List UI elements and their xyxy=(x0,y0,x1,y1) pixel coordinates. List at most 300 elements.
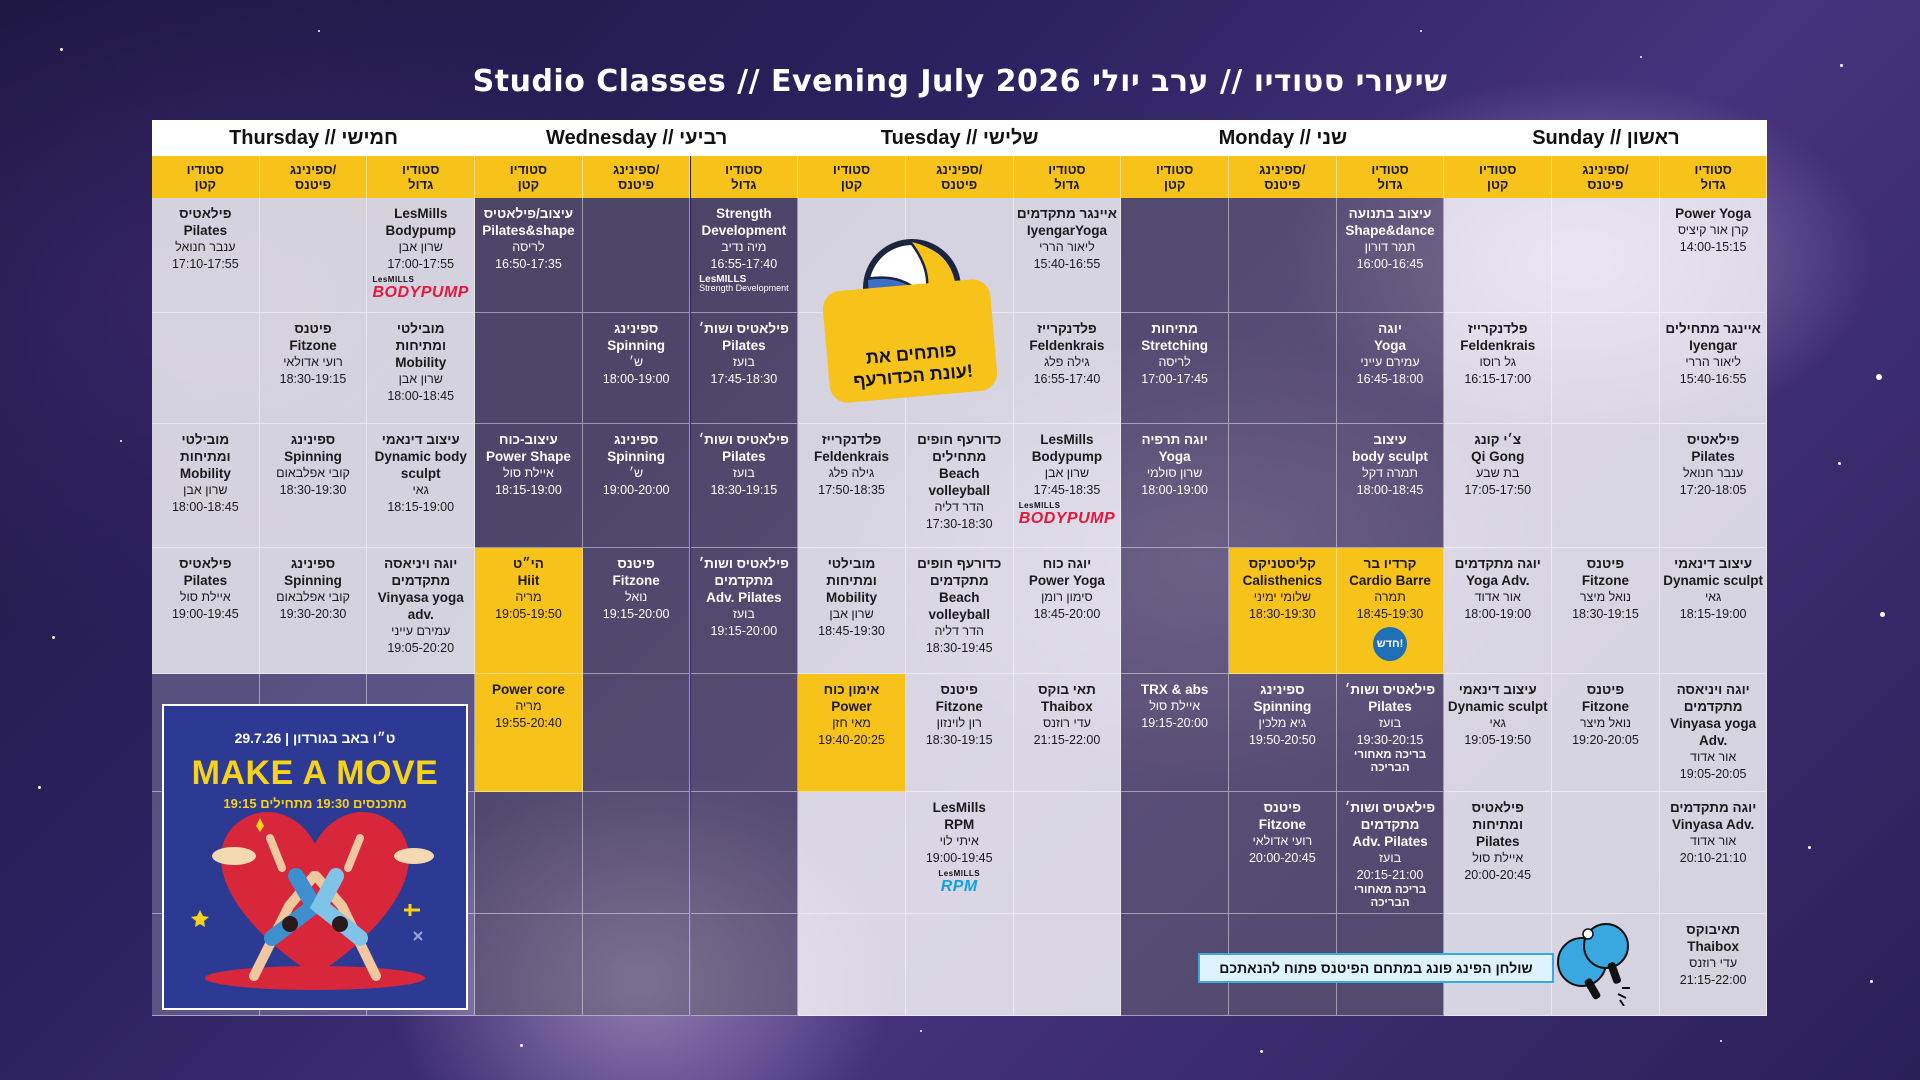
class-detail: תמרה xyxy=(1374,590,1406,604)
class-slot[interactable] xyxy=(1229,674,1337,792)
class-detail: 18:30-19:15 xyxy=(710,483,778,497)
class-name: ומתיחות xyxy=(395,338,447,353)
class-name: פלדנקרייז xyxy=(821,432,882,447)
class-slot[interactable] xyxy=(1660,313,1768,424)
empty-slot xyxy=(1121,548,1229,674)
class-slot[interactable] xyxy=(1337,792,1445,914)
class-detail: 19:20-20:05 xyxy=(1572,733,1639,747)
class-slot[interactable] xyxy=(1552,548,1660,674)
class-name: Fitzone xyxy=(935,699,983,714)
class-name: יוגה מתקדמים xyxy=(1669,800,1757,815)
class-name: Adv. xyxy=(1699,733,1728,748)
room-column-header: ספינינג/ פיטנס xyxy=(1229,156,1337,198)
class-name: ספינינג xyxy=(613,432,659,447)
class-name: Power core xyxy=(492,682,565,697)
class-slot[interactable] xyxy=(583,313,691,424)
class-detail: אור אדוד xyxy=(1474,590,1521,604)
class-name: Cardio Barre xyxy=(1349,573,1431,588)
class-detail: רועי אדולאי xyxy=(283,355,343,369)
class-detail: שרון אבן xyxy=(829,607,874,621)
class-name: כדורעף חופים xyxy=(917,432,1002,447)
empty-slot xyxy=(1229,198,1337,313)
class-detail: 20:00-20:45 xyxy=(1248,851,1316,865)
class-detail: מריה xyxy=(515,590,542,604)
class-detail: בת שבע xyxy=(1476,466,1520,480)
class-detail: לריסה xyxy=(1158,355,1191,369)
class-detail: 18:00-19:00 xyxy=(602,372,670,386)
room-column-header: סטודיו קטן xyxy=(152,156,260,198)
class-detail: קובי אפלבאום xyxy=(276,590,350,604)
class-name: Beach xyxy=(938,590,980,605)
class-name: body sculpt xyxy=(1352,449,1428,464)
class-name: מתחילים xyxy=(932,449,987,464)
new-badge: חדש! xyxy=(1373,627,1407,661)
class-slot[interactable] xyxy=(152,198,260,313)
class-detail: 17:00-17:45 xyxy=(1141,372,1208,386)
empty-slot xyxy=(1552,198,1660,313)
class-detail: מריה xyxy=(515,699,542,713)
class-name: מתקדמים xyxy=(391,573,451,588)
class-slot[interactable] xyxy=(906,792,1014,914)
class-detail: 19:00-20:00 xyxy=(602,483,670,497)
class-detail: גיא מלכין xyxy=(1258,716,1307,730)
class-detail: קובי אפלבאום xyxy=(276,466,350,480)
bodypump-logo: LesMILLS BODYPUMP xyxy=(1018,501,1116,527)
room-column-header: ספינינג/ פיטנס xyxy=(1552,156,1660,198)
class-slot[interactable] xyxy=(367,313,475,424)
class-detail: 16:50-17:35 xyxy=(495,257,562,271)
class-detail: איילת סול xyxy=(1149,699,1201,713)
class-slot[interactable] xyxy=(691,313,799,424)
class-detail: 17:30-18:30 xyxy=(925,517,993,531)
class-detail: ליאור הררי xyxy=(1685,355,1741,369)
class-name: Calisthenics xyxy=(1242,573,1323,588)
class-slot[interactable] xyxy=(1444,424,1552,548)
class-name: עיצוב-כוח xyxy=(499,432,558,447)
class-detail: איילת סול xyxy=(1472,851,1524,865)
class-slot[interactable] xyxy=(583,424,691,548)
class-slot[interactable] xyxy=(260,313,368,424)
class-name: Spinning xyxy=(284,449,342,464)
empty-slot xyxy=(583,792,691,914)
class-detail: נואל מיצר xyxy=(1579,716,1631,730)
class-detail: בועז xyxy=(1379,716,1402,730)
class-name: צ׳י קונג xyxy=(1474,432,1522,447)
class-name: כדורעף חופים xyxy=(917,556,1002,571)
class-detail: גילה פלג xyxy=(1044,355,1090,369)
empty-slot xyxy=(583,914,691,1016)
class-name: Feldenkrais xyxy=(814,449,890,464)
class-name: volleyball xyxy=(928,607,990,622)
class-slot[interactable] xyxy=(798,424,906,548)
class-detail: 18:00-18:45 xyxy=(171,500,239,514)
class-name: Strength xyxy=(716,206,772,221)
empty-slot xyxy=(1552,792,1660,914)
class-name: איינגר מתקדמים xyxy=(1016,206,1117,221)
class-slot[interactable] xyxy=(798,548,906,674)
poster-headline: MAKE A MOVE xyxy=(191,754,439,792)
class-slot[interactable] xyxy=(367,198,475,313)
class-slot[interactable] xyxy=(1337,198,1445,313)
room-column-header: ספינינג/ פיטנס xyxy=(583,156,691,198)
class-name: מתקדמים xyxy=(1360,817,1420,832)
class-detail: 17:00-17:55 xyxy=(387,257,455,271)
class-detail: 20:10-21:10 xyxy=(1679,851,1747,865)
class-detail: בועז xyxy=(732,355,755,369)
class-name: Yoga Adv. xyxy=(1465,573,1530,588)
day-header: Thursday // חמישי xyxy=(152,120,475,156)
class-detail: אור אדוד xyxy=(1690,750,1737,764)
class-detail: איילת סול xyxy=(502,466,554,480)
empty-slot xyxy=(1552,424,1660,548)
class-slot[interactable] xyxy=(691,548,799,674)
class-detail: 18:15-19:00 xyxy=(1679,607,1747,621)
class-detail: רון לוינזון xyxy=(936,716,982,730)
class-slot[interactable] xyxy=(260,548,368,674)
class-name: איינגר מתחילים xyxy=(1665,321,1761,336)
class-name: מובילטי xyxy=(396,321,445,336)
class-name: ומתיחות xyxy=(1472,817,1524,832)
room-column-header: סטודיו גדול xyxy=(1337,156,1445,198)
class-detail: 19:05-20:05 xyxy=(1679,767,1747,781)
class-slot[interactable] xyxy=(906,548,1014,674)
class-slot[interactable] xyxy=(1337,424,1445,548)
class-slot[interactable] xyxy=(1444,313,1552,424)
class-slot[interactable] xyxy=(1660,548,1768,674)
class-slot[interactable] xyxy=(1660,198,1768,313)
class-name: Fitzone xyxy=(1258,817,1306,832)
class-slot[interactable] xyxy=(475,674,583,792)
class-slot[interactable] xyxy=(1660,424,1768,548)
class-slot[interactable] xyxy=(1660,674,1768,792)
make-a-move-poster[interactable] xyxy=(162,704,468,1010)
class-detail: 17:05-17:50 xyxy=(1464,483,1532,497)
class-detail: 19:15-20:00 xyxy=(710,624,778,638)
class-detail: 14:00-15:15 xyxy=(1679,240,1747,254)
class-name: Pilates&shape xyxy=(482,223,575,238)
class-name: Spinning xyxy=(284,573,342,588)
class-name: פלדנקרייז xyxy=(1037,321,1097,336)
class-slot[interactable] xyxy=(906,674,1014,792)
class-name: Yoga xyxy=(1158,449,1191,464)
class-name: ספינינג xyxy=(613,321,659,336)
class-name: Power xyxy=(831,699,872,714)
room-column-header: סטודיו גדול xyxy=(691,156,799,198)
day-header: Wednesday // רביעי xyxy=(475,120,798,156)
class-name: קליסטניקס xyxy=(1248,556,1316,571)
class-name: מתיחות xyxy=(1151,321,1198,336)
class-name: מובילטי xyxy=(827,556,876,571)
ping-pong-banner: שולחן הפינג פונג במתחם הפיטנס פתוח להנאתכם xyxy=(1198,953,1554,983)
class-slot[interactable] xyxy=(1014,548,1122,674)
class-detail: 18:30-19:15 xyxy=(1572,607,1639,621)
class-slot[interactable] xyxy=(1337,548,1445,674)
room-column-header: סטודיו גדול xyxy=(1014,156,1122,198)
class-slot[interactable] xyxy=(475,198,583,313)
class-slot[interactable] xyxy=(1444,792,1552,914)
class-slot[interactable] xyxy=(1660,914,1768,1016)
class-name: Fitzone xyxy=(1581,699,1630,714)
class-name: Mobility xyxy=(179,466,231,481)
class-slot[interactable] xyxy=(1014,674,1122,792)
room-column-header: ספינינג/ פיטנס xyxy=(906,156,1014,198)
empty-slot xyxy=(691,914,799,1016)
class-detail: 21:15-22:00 xyxy=(1679,973,1747,987)
class-name: פילאטיס ושות׳ xyxy=(698,321,789,336)
volleyball-season-sticker xyxy=(821,278,998,404)
class-detail: בועז xyxy=(1379,851,1402,865)
class-slot[interactable] xyxy=(1552,674,1660,792)
class-name: Mobility xyxy=(826,590,878,605)
class-detail: 19:15-20:00 xyxy=(1141,716,1208,730)
empty-slot xyxy=(1444,198,1552,313)
class-detail: 15:40-16:55 xyxy=(1033,257,1101,271)
room-column-header: סטודיו קטן xyxy=(1121,156,1229,198)
class-detail: גאי xyxy=(1704,590,1722,604)
empty-slot xyxy=(691,674,799,792)
day-header: Tuesday // שלישי xyxy=(798,120,1121,156)
empty-slot xyxy=(475,313,583,424)
class-detail: ענבר חנואל xyxy=(1682,466,1744,480)
class-name: Hiit xyxy=(517,573,540,588)
class-detail: 19:55-20:40 xyxy=(495,716,562,730)
class-name: Power Yoga xyxy=(1675,206,1752,221)
class-name: Dynamic body xyxy=(374,449,467,464)
empty-slot xyxy=(798,914,906,1016)
class-name: יוגה ויניאסה xyxy=(384,556,458,571)
class-name: Spinning xyxy=(607,338,666,353)
class-detail: נואל מיצר xyxy=(1579,590,1631,604)
class-name: LesMills xyxy=(394,206,448,221)
class-detail: שרון אבן xyxy=(398,372,443,386)
class-detail: 19:00-19:45 xyxy=(171,607,239,621)
class-detail: 18:00-19:00 xyxy=(1464,607,1532,621)
class-name: תאיבוקס xyxy=(1686,922,1740,937)
empty-slot xyxy=(798,792,906,914)
poster-subtitle: 19:15 מתכנסים 19:30 מתחילים xyxy=(223,796,407,811)
class-name: Thaibox xyxy=(1687,939,1740,954)
class-name: עיצוב בתנועה xyxy=(1348,206,1432,221)
class-name: קרדיו בר xyxy=(1363,556,1417,571)
class-note: בריכה מאחורי xyxy=(1353,884,1427,896)
class-name: Thaibox xyxy=(1041,699,1093,714)
class-slot[interactable] xyxy=(691,424,799,548)
class-name: הי״ט xyxy=(512,556,544,571)
empty-slot xyxy=(260,198,368,313)
class-name: יוגה xyxy=(1378,321,1402,336)
class-name: ומתיחות xyxy=(826,573,877,588)
class-detail: 18:30-19:45 xyxy=(925,641,993,655)
class-detail: 18:30-19:30 xyxy=(279,483,347,497)
class-name: Adv. Pilates xyxy=(1352,834,1428,849)
class-name: Feldenkrais xyxy=(1029,338,1105,353)
class-slot[interactable] xyxy=(1121,313,1229,424)
class-note: בריכה מאחורי xyxy=(1353,749,1427,761)
class-name: Mobility xyxy=(395,355,447,370)
class-name: Feldenkrais xyxy=(1460,338,1536,353)
empty-slot xyxy=(906,914,1014,1016)
class-name: תאי בוקס xyxy=(1038,682,1096,697)
class-detail: ליאור הררי xyxy=(1039,240,1095,254)
class-detail: עמירם עייני xyxy=(391,624,451,638)
empty-slot xyxy=(691,792,799,914)
class-name: פילאטיס ושות׳ xyxy=(1344,800,1436,815)
class-note: הבריכה xyxy=(1370,897,1410,909)
class-slot[interactable] xyxy=(1660,792,1768,914)
class-detail: 19:50-20:50 xyxy=(1248,733,1316,747)
empty-slot xyxy=(1014,792,1122,914)
class-name: Pilates xyxy=(1368,699,1412,714)
class-detail: 18:30-19:15 xyxy=(279,372,347,386)
class-name: ספינינג xyxy=(290,556,336,571)
class-name: LesMills xyxy=(932,800,986,815)
class-detail: גל רוסו xyxy=(1479,355,1516,369)
day-header: Monday // שני xyxy=(1121,120,1444,156)
class-slot[interactable] xyxy=(152,424,260,548)
class-slot[interactable] xyxy=(798,674,906,792)
class-detail: מיה נדיב xyxy=(721,240,767,254)
class-detail: 16:15-17:00 xyxy=(1464,372,1532,386)
class-slot[interactable] xyxy=(1121,674,1229,792)
class-detail: 19:40-20:25 xyxy=(818,733,885,747)
class-detail: סימון רומן xyxy=(1041,590,1093,604)
room-column-header: סטודיו גדול xyxy=(367,156,475,198)
class-name: Fitzone xyxy=(289,338,337,353)
class-slot[interactable] xyxy=(583,548,691,674)
class-name: Pilates xyxy=(183,223,228,238)
class-name: Fitzone xyxy=(1581,573,1630,588)
class-detail: 17:45-18:30 xyxy=(710,372,778,386)
class-detail: 20:15-21:00 xyxy=(1356,868,1424,882)
class-name: אימון כוח xyxy=(823,682,880,697)
class-name: פלדנקרייז xyxy=(1467,321,1528,336)
class-name: פיטנס xyxy=(617,556,655,571)
room-column-header: סטודיו גדול xyxy=(1660,156,1768,198)
class-detail: גילה פלג xyxy=(828,466,875,480)
class-name: Qi Gong xyxy=(1471,449,1525,464)
class-name: Vinyasa yoga xyxy=(1670,716,1757,731)
class-detail: 18:00-18:45 xyxy=(387,389,455,403)
class-slot[interactable] xyxy=(1121,424,1229,548)
class-slot[interactable] xyxy=(367,548,475,674)
class-name: Spinning xyxy=(607,449,666,464)
class-name: יוגה מתקדמים xyxy=(1454,556,1541,571)
class-slot[interactable] xyxy=(1337,313,1445,424)
class-detail: ענבר חנואל xyxy=(175,240,236,254)
class-detail: איילת סול xyxy=(179,590,231,604)
empty-slot xyxy=(1121,198,1229,313)
class-name: Development xyxy=(701,223,787,238)
room-column-header: סטודיו קטן xyxy=(798,156,906,198)
class-slot[interactable] xyxy=(1337,674,1445,792)
class-detail: בועז xyxy=(732,607,755,621)
class-detail: שרון אבן xyxy=(183,483,228,497)
strength-development-logo: LesMILLS Strength Development xyxy=(699,274,789,293)
empty-slot xyxy=(583,674,691,792)
class-slot[interactable] xyxy=(1229,548,1337,674)
class-detail: שרון אבן xyxy=(1044,466,1090,480)
class-detail: תמר דורון xyxy=(1364,240,1416,254)
class-detail: 18:45-19:30 xyxy=(1356,607,1424,621)
class-name: Pilates xyxy=(1691,449,1735,464)
class-detail: גאי xyxy=(1489,716,1506,730)
class-detail: 15:40-16:55 xyxy=(1679,372,1747,386)
room-column-header: ספינינג/ פיטנס xyxy=(260,156,368,198)
class-detail: לריסה xyxy=(512,240,545,254)
class-name: פילאטיס xyxy=(1686,432,1740,447)
class-name: Vinyasa Adv. xyxy=(1671,817,1755,832)
class-name: Vinyasa yoga xyxy=(377,590,464,605)
class-name: Fitzone xyxy=(612,573,660,588)
volleyball-promo-line1: פותחים את xyxy=(864,340,958,368)
empty-slot xyxy=(475,914,583,1016)
class-name: פילאטיס xyxy=(1471,800,1524,815)
class-name: adv. xyxy=(407,607,434,622)
class-name: מובילטי xyxy=(181,432,230,447)
class-detail: ש׳ xyxy=(629,355,644,369)
class-slot[interactable] xyxy=(1014,198,1122,313)
class-name: ספינינג xyxy=(290,432,336,447)
class-slot[interactable] xyxy=(152,548,260,674)
class-detail: שרון סולמי xyxy=(1146,466,1203,480)
class-name: פיטנס xyxy=(940,682,978,697)
class-slot[interactable] xyxy=(1014,313,1122,424)
class-slot[interactable] xyxy=(1014,424,1122,548)
class-detail: 17:45-18:35 xyxy=(1033,483,1101,497)
class-detail: 18:15-19:00 xyxy=(495,483,562,497)
class-detail: 16:55-17:40 xyxy=(710,257,778,271)
class-name: Adv. Pilates xyxy=(706,590,782,605)
class-detail: 17:10-17:55 xyxy=(171,257,239,271)
class-slot[interactable] xyxy=(691,198,799,313)
ping-pong-icon xyxy=(1548,918,1636,1006)
empty-slot xyxy=(1014,914,1122,1016)
class-detail: 18:30-19:15 xyxy=(925,733,993,747)
class-slot[interactable] xyxy=(1444,548,1552,674)
class-slot[interactable] xyxy=(1229,792,1337,914)
class-name: פילאטיס xyxy=(179,556,232,571)
class-note: הבריכה xyxy=(1370,762,1410,774)
class-detail: 19:05-19:50 xyxy=(495,607,562,621)
class-slot[interactable] xyxy=(367,424,475,548)
room-column-header: סטודיו קטן xyxy=(475,156,583,198)
class-detail: 19:05-19:50 xyxy=(1464,733,1532,747)
class-detail: 18:00-19:00 xyxy=(1141,483,1208,497)
class-name: Pilates xyxy=(722,449,766,464)
class-detail: שלומי ימיני xyxy=(1253,590,1311,604)
class-name: מתקדמים xyxy=(1683,699,1743,714)
class-slot[interactable] xyxy=(260,424,368,548)
empty-slot xyxy=(1121,792,1229,914)
class-detail: מאי חזן xyxy=(832,716,871,730)
class-name: פילאטיס xyxy=(179,206,232,221)
class-slot[interactable] xyxy=(475,424,583,548)
class-name: Pilates xyxy=(1475,834,1520,849)
class-detail: 19:15-20:00 xyxy=(602,607,670,621)
class-slot[interactable] xyxy=(906,424,1014,548)
class-name: Dynamic sculpt xyxy=(1663,573,1764,588)
class-name: Dynamic sculpt xyxy=(1447,699,1548,714)
class-name: עיצוב/פילאטיס xyxy=(483,206,574,221)
class-name: מתקדמים xyxy=(714,573,774,588)
class-slot[interactable] xyxy=(475,548,583,674)
empty-slot xyxy=(583,198,691,313)
class-name: פיטנס xyxy=(1586,556,1625,571)
class-name: Yoga xyxy=(1374,338,1407,353)
class-name: RPM xyxy=(944,817,975,832)
class-detail: 17:50-18:35 xyxy=(818,483,885,497)
class-slot[interactable] xyxy=(1444,674,1552,792)
